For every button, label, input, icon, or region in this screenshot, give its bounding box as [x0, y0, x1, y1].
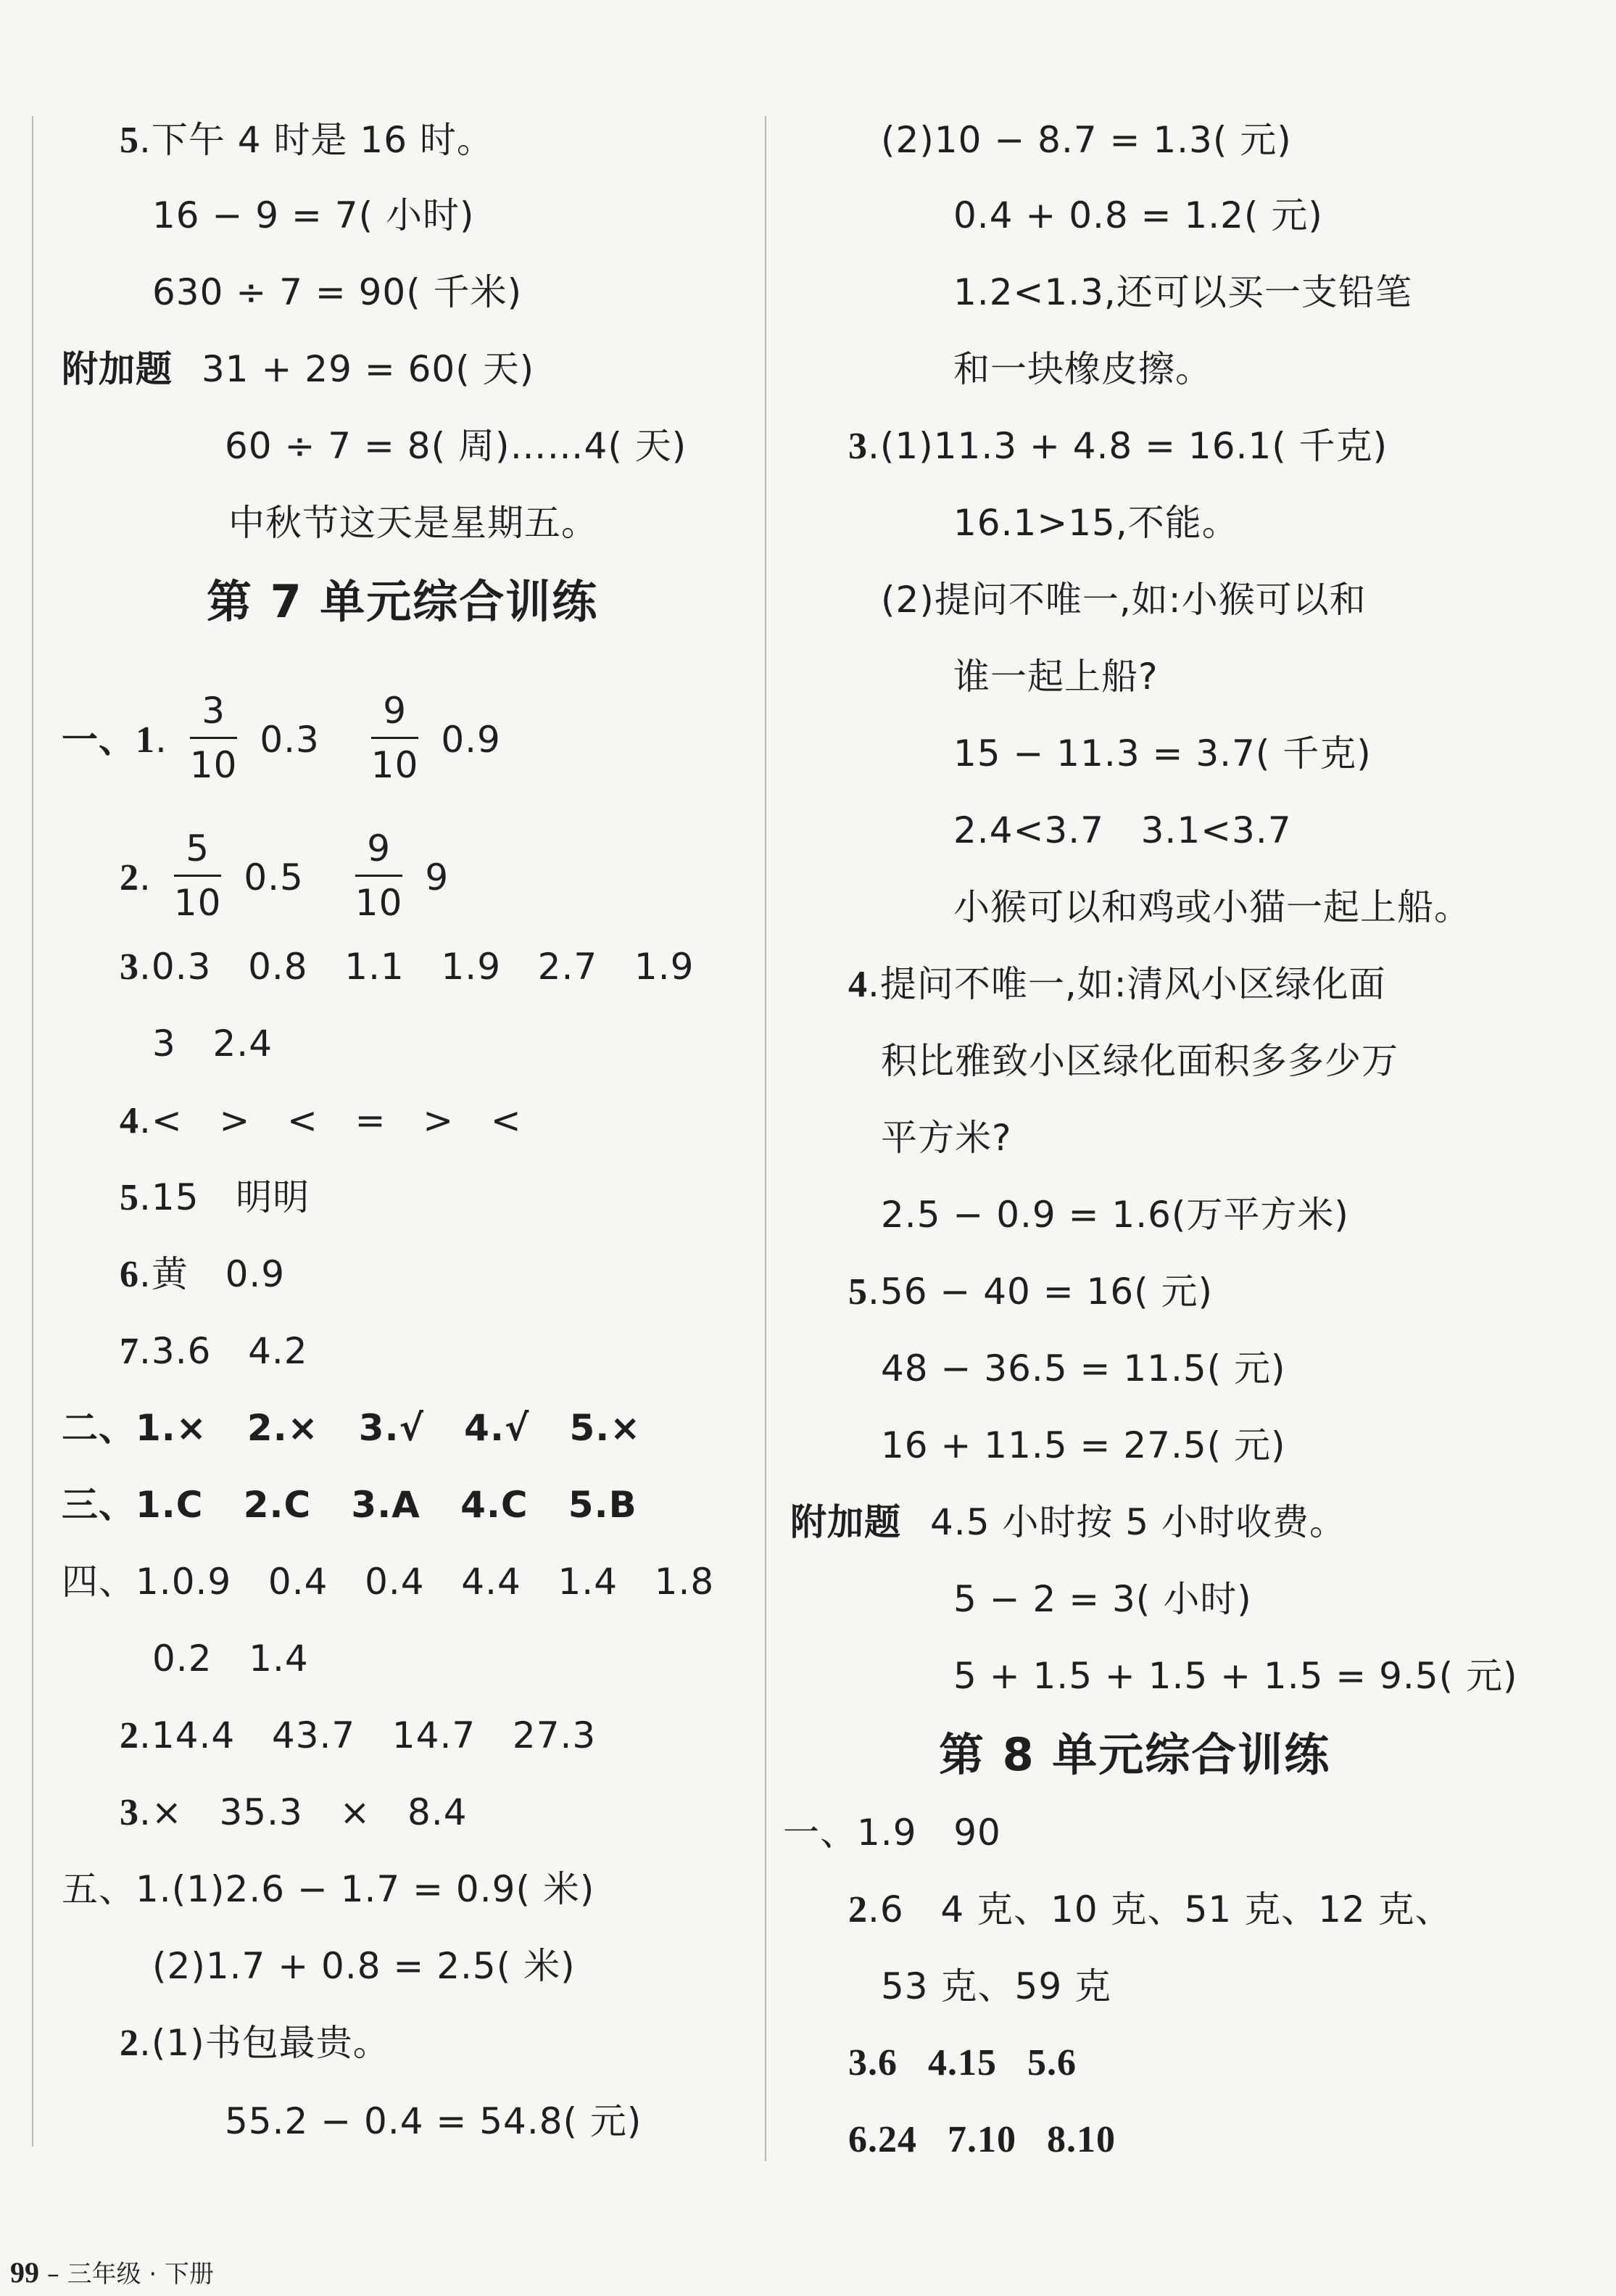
answer-line: (2)1.7 + 0.8 = 2.5( 米) — [152, 1945, 576, 1987]
answer-line: 3.× 35.3 × 8.4 — [120, 1791, 468, 1833]
answer-line: 7.3.6 4.2 — [120, 1330, 308, 1372]
answer-line: 0.2 1.4 — [152, 1638, 309, 1680]
extra-question-line: 附加题 31 + 29 = 60( 天) — [62, 348, 535, 390]
answer-line: 五、1.(1)2.6 − 1.7 = 0.9( 米) — [62, 1868, 595, 1910]
answer-line: 四、1.0.9 0.4 0.4 4.4 1.4 1.8 — [62, 1561, 715, 1603]
answer-line: 55.2 − 0.4 = 54.8( 元) — [225, 2100, 642, 2142]
answer-line: 积比雅致小区绿化面积多多少万 — [881, 1040, 1399, 1082]
answer-line-fractions: 一、1. $\frac{3}{10}$ 0.3 $\frac{9}{10}$ 0.9 — [62, 689, 501, 769]
answer-line: 48 − 36.5 = 11.5( 元) — [881, 1347, 1286, 1389]
answer-line: 16.1>15,不能。 — [953, 502, 1239, 544]
answer-line: 60 ÷ 7 = 8( 周)……4( 天) — [225, 425, 687, 467]
fraction: $\frac{9}{10}$ — [371, 685, 419, 791]
answer-line: 2.4<3.7 3.1<3.7 — [953, 809, 1292, 851]
answer-line: 4.< > < = > < — [120, 1099, 522, 1141]
fraction: $\frac{9}{10}$ — [355, 822, 403, 929]
answer-line: 2.(1)书包最贵。 — [120, 2022, 390, 2064]
extra-question-line: 附加题 4.5 小时按 5 小时收费。 — [790, 1501, 1347, 1543]
answer-line: 平方米? — [881, 1117, 1012, 1159]
fraction: $\frac{3}{10}$ — [190, 685, 238, 791]
grade-label: 三年级 · 下册 — [67, 2260, 215, 2289]
answer-line: 16 + 11.5 = 27.5( 元) — [881, 1424, 1286, 1466]
answer-line: 16 − 9 = 7( 小时) — [152, 194, 475, 236]
answer-line: 3.6 4.15 5.6 — [848, 2042, 1077, 2084]
answer-line-fractions: 2. $\frac{5}{10}$ 0.5 $\frac{9}{10}$ 9 — [120, 827, 449, 907]
answer-line: 和一块橡皮擦。 — [953, 348, 1212, 390]
answer-line: 53 克、59 克 — [881, 1965, 1112, 2007]
answer-line: (2)提问不唯一,如:小猴可以和 — [881, 579, 1367, 621]
left-column — [29, 0, 754, 2296]
answer-line: 谁一起上船? — [953, 656, 1159, 698]
page-footer — [10, 2257, 214, 2290]
unit7-title: 第 7 单元综合训练 — [207, 575, 599, 628]
answer-line: 三、1.C 2.C 3.A 4.C 5.B — [62, 1484, 637, 1526]
answer-line: 6.黄 0.9 — [120, 1253, 286, 1295]
answer-line: 中秋节这天是星期五。 — [228, 502, 598, 544]
answer-line: 5 − 2 = 3( 小时) — [953, 1578, 1252, 1620]
answer-line: 3.0.3 0.8 1.1 1.9 2.7 1.9 — [120, 946, 695, 988]
answer-line: 一、1.9 90 — [783, 1812, 1001, 1854]
answer-line: 2.14.4 43.7 14.7 27.3 — [120, 1714, 597, 1756]
unit8-title: 第 8 单元综合训练 — [939, 1728, 1331, 1781]
column-divider — [765, 116, 766, 2161]
page-number: 99 — [10, 2256, 39, 2289]
answer-line: 5.下午 4 时是 16 时。 — [120, 119, 494, 161]
answer-line: 5.56 − 40 = 16( 元) — [848, 1271, 1214, 1313]
footer-separator: – — [46, 2260, 59, 2289]
answer-line: 3.(1)11.3 + 4.8 = 16.1( 千克) — [848, 425, 1388, 467]
answer-line: 5.15 明明 — [120, 1176, 310, 1218]
answer-line: 2.6 4 克、10 克、51 克、12 克、 — [848, 1888, 1452, 1930]
answer-line: (2)10 − 8.7 = 1.3( 元) — [881, 119, 1292, 161]
answer-line: 630 ÷ 7 = 90( 千米) — [152, 271, 523, 313]
answer-line: 6.24 7.10 8.10 — [848, 2119, 1116, 2160]
answer-line: 15 − 11.3 = 3.7( 千克) — [953, 732, 1372, 775]
answer-line: 4.提问不唯一,如:清风小区绿化面 — [848, 963, 1386, 1005]
right-column — [776, 0, 1602, 2296]
answer-line: 小猴可以和鸡或小猫一起上船。 — [953, 886, 1471, 928]
answer-line: 2.5 − 0.9 = 1.6(万平方米) — [881, 1194, 1349, 1236]
answer-line: 0.4 + 0.8 = 1.2( 元) — [953, 194, 1323, 236]
answer-line: 二、1.× 2.× 3.√ 4.√ 5.× — [62, 1407, 642, 1449]
answer-line: 3 2.4 — [152, 1023, 273, 1065]
fraction: $\frac{5}{10}$ — [174, 822, 222, 929]
answer-line: 5 + 1.5 + 1.5 + 1.5 = 9.5( 元) — [953, 1655, 1518, 1697]
answer-line: 1.2<1.3,还可以买一支铅笔 — [953, 271, 1412, 313]
